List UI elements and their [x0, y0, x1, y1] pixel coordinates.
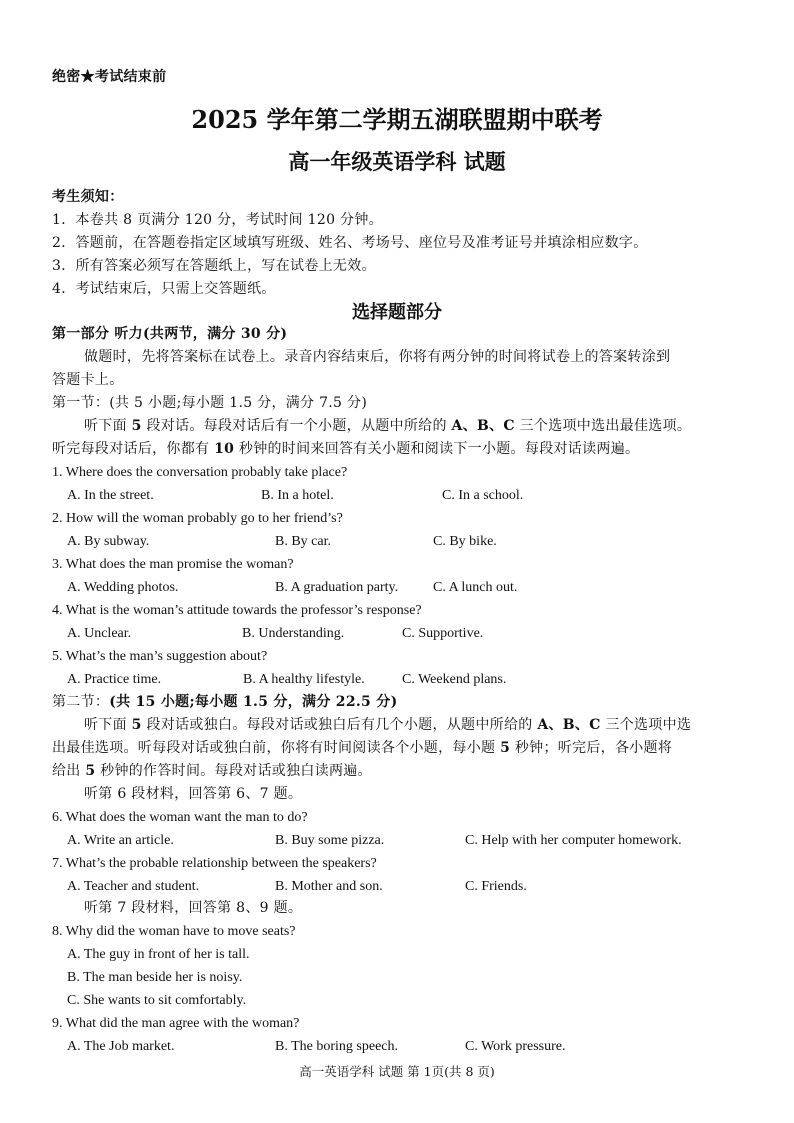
option-c: C. She wants to sit comfortably. — [67, 993, 247, 1008]
option-row — [67, 875, 757, 898]
notice-item: 4．考试结束后，只需上交答题纸。 — [52, 281, 276, 297]
option-b: B. Buy some pizza. — [275, 833, 385, 848]
option-c: C. Friends. — [465, 879, 527, 894]
option-a: A. Practice time. — [67, 672, 162, 687]
section1-instruction: 听下面 5 段对话。每段对话后有一个小题，从题中所给的 A、B、C 三个选项中选出最佳选项。 — [84, 418, 692, 434]
question-text: 2. How will the woman probably go to her friend’s? — [52, 511, 343, 526]
option-b: B. A graduation party. — [275, 580, 399, 595]
option-row — [67, 668, 757, 691]
section2-instruction: 给出 5 秒钟的作答时间。每段对话或独白读两遍。 — [52, 763, 372, 779]
question-text: 9. What did the man agree with the woman? — [52, 1016, 300, 1031]
notice-item: 3．所有答案必须写在答题纸上，写在试卷上无效。 — [52, 258, 376, 274]
option-a: A. Unclear. — [67, 626, 132, 641]
option-b: B. A healthy lifestyle. — [243, 672, 365, 687]
exam-subtitle: 高一年级英语学科 试题 — [288, 149, 506, 174]
option-b: B. In a hotel. — [261, 488, 334, 503]
question-text: 1. Where does the conversation probably take place? — [52, 465, 348, 480]
section2-instruction: 出最佳选项。听每段对话或独白前，你将有时间阅读各个小题，每小题 5 秒钟；听完后，各小题将 — [52, 740, 673, 756]
option-a: A. By subway. — [67, 534, 150, 549]
section1-instruction: 听完每段对话后，你都有 10 秒钟的时间来回答有关小题和阅读下一小题。每段对话读两遍。 — [52, 441, 640, 457]
section1-heading: 第一节：(共 5 小题;每小题 1.5 分，满分 7.5 分) — [52, 395, 368, 411]
question-text: 6. What does the woman want the man to do? — [52, 810, 308, 825]
option-row — [67, 484, 757, 507]
option-a: A. Wedding photos. — [67, 580, 179, 595]
question-text: 4. What is the woman’s attitude towards the professor’s response? — [52, 603, 422, 618]
option-a: A. The guy in front of her is tall. — [67, 947, 250, 962]
option-a: A. Write an article. — [67, 833, 174, 848]
notice-heading: 考生须知： — [52, 189, 124, 205]
option-b: B. Mother and son. — [275, 879, 383, 894]
option-c: C. Help with her computer homework. — [465, 833, 682, 848]
confidential-label: 绝密★考试结束前 — [52, 69, 167, 85]
option-c: C. Work pressure. — [465, 1039, 566, 1054]
option-c: C. A lunch out. — [433, 580, 518, 595]
question-text: 3. What does the man promise the woman? — [52, 557, 294, 572]
material-note: 听第 6 段材料，回答第 6、7 题。 — [84, 786, 303, 802]
option-b: B. The boring speech. — [275, 1039, 398, 1054]
question-text: 5. What’s the man’s suggestion about? — [52, 649, 268, 664]
option-a: A. In the street. — [67, 488, 154, 503]
question-text: 8. Why did the woman have to move seats? — [52, 924, 296, 939]
option-b: B. The man beside her is noisy. — [67, 970, 243, 985]
option-row — [67, 829, 757, 852]
part1-heading: 第一部分 听力(共两节，满分 30 分) — [52, 326, 288, 342]
section2-heading: 第二节：(共 15 小题;每小题 1.5 分，满分 22.5 分) — [52, 694, 398, 710]
part1-intro-line: 答题卡上。 — [52, 372, 124, 388]
option-row — [67, 1035, 757, 1058]
section2-instruction: 听下面 5 段对话或独白。每段对话或独白后有几个小题，从题中所给的 A、B、C 三个选项中选 — [84, 717, 692, 733]
option-a: A. The Job market. — [67, 1039, 175, 1054]
notice-item: 1．本卷共 8 页满分 120 分，考试时间 120 分钟。 — [52, 212, 383, 228]
option-c: C. Weekend plans. — [402, 672, 507, 687]
option-b: B. By car. — [275, 534, 331, 549]
option-c: C. In a school. — [442, 488, 524, 503]
option-row — [67, 622, 757, 645]
option-row — [67, 530, 757, 553]
option-c: C. Supportive. — [402, 626, 484, 641]
option-c: C. By bike. — [433, 534, 497, 549]
page-footer: 高一英语学科 试题 第 1页(共 8 页) — [299, 1064, 495, 1079]
option-b: B. Understanding. — [242, 626, 345, 641]
material-note: 听第 7 段材料，回答第 8、9 题。 — [84, 900, 303, 916]
notice-item: 2．答题前，在答题卷指定区域填写班级、姓名、考场号、座位号及准考证号并填涂相应数字。 — [52, 235, 648, 251]
option-row — [67, 576, 757, 599]
question-text: 7. What’s the probable relationship between the speakers? — [52, 856, 377, 871]
exam-title: 2025 学年第二学期五湖联盟期中联考 — [191, 105, 603, 134]
part1-intro-line: 做题时，先将答案标在试卷上。录音内容结束后，你将有两分钟的时间将试卷上的答案转涂到 — [84, 349, 671, 365]
option-a: A. Teacher and student. — [67, 879, 200, 894]
section-title: 选择题部分 — [352, 302, 442, 323]
